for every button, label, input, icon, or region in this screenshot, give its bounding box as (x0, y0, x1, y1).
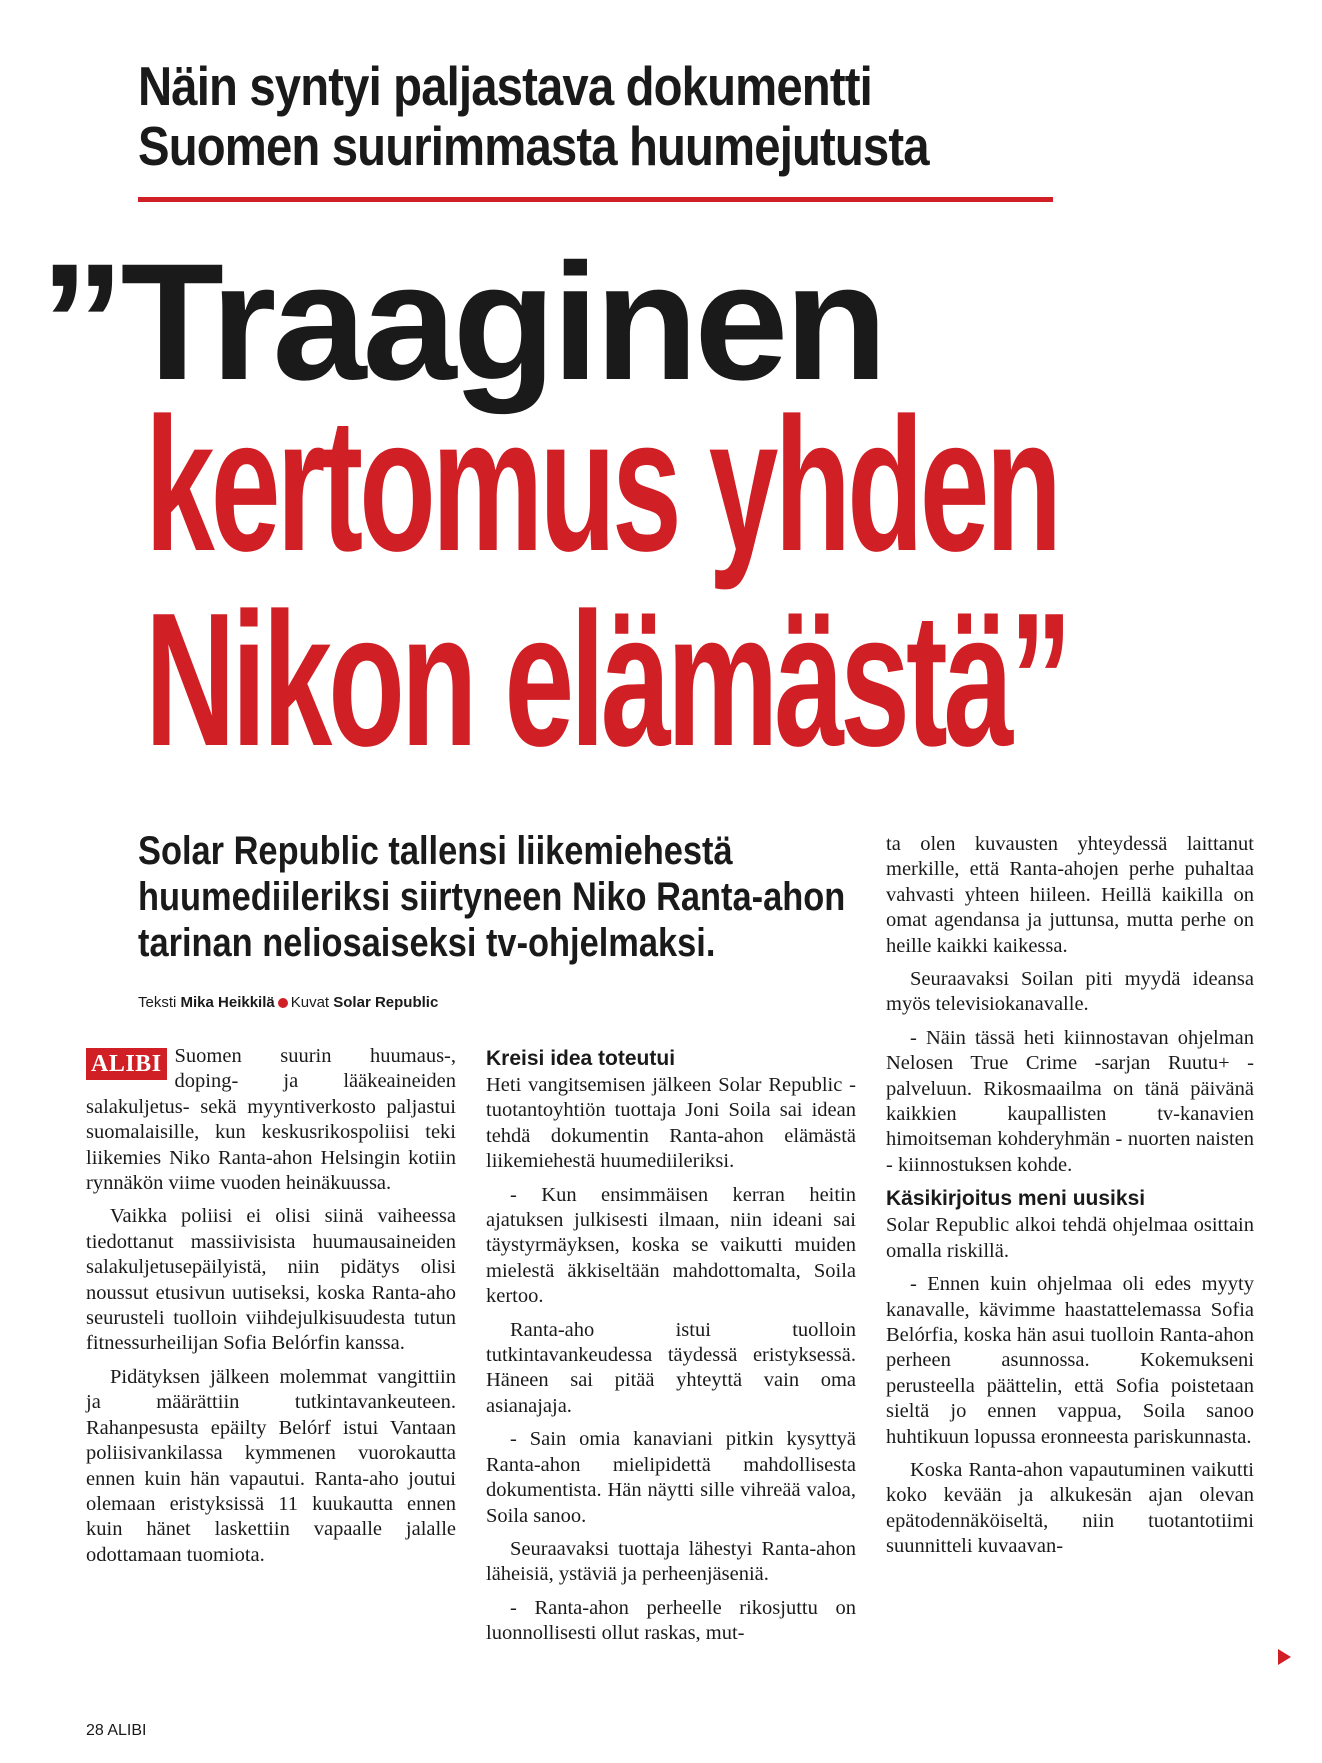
continue-arrow-icon (1278, 1649, 1291, 1665)
col3-paragraph-2: Seuraavaksi Soilan piti myydä ideansa myös televisiokanavalle. (886, 968, 1254, 1016)
col2-paragraph-5: Seuraavaksi tuottaja lähestyi Ranta-ahon läheisiä, ystäviä ja perheenjäseniä. (486, 1537, 856, 1586)
col2-paragraph-2: - Kun ensimmäisen kerran heitin ajatuksen julkisesti ilmaan, niin ideani sai täystyrmäyksen, koska se vaikutti muiden mielestä äkkiseltään mahdottomalta, Soila kertoo. (486, 1183, 856, 1308)
lead-paragraph (138, 828, 846, 966)
bullet-dot-icon (278, 998, 288, 1008)
headline-line-2: kertomus yhden (145, 379, 1059, 591)
lead-line-2: huumediileriksi siirtyneen Niko Ranta-ahon (138, 875, 846, 919)
photographer-name: Solar Republic (333, 994, 439, 1011)
lead-line-1: Solar Republic tallensi liikemiehestä (138, 829, 733, 873)
alibi-logo-badge: ALIBI (86, 1048, 167, 1080)
col2-paragraph-1: Heti vangitsemisen jälkeen Solar Republic -tuotantoyhtiön tuottaja Joni Soila sai idean tehdä dokumentin Ranta-ahon elämästä liikemiehestä huumediileriksi. (486, 1074, 856, 1173)
col3-paragraph-6: Koska Ranta-ahon vapautuminen vaikutti koko kevään ja alkukesän ajan olevan epätodennäköiseltä, niin tuotantotiimi suunnitteli kuvaavan- (886, 1458, 1254, 1558)
author-name: Mika Heikkilä (180, 994, 275, 1011)
headline-line-1: ”Traaginen (40, 230, 884, 415)
article-column-1 (86, 1044, 456, 1576)
text-label: Teksti (138, 994, 177, 1011)
col1-paragraph-2: Vaikka poliisi ei olisi siinä vaiheessa tiedottanut massiivisista huumausaineiden salakuljetusepäilyistä, niin pidätys olisi noussut etusivun uutiseksi, koska Ranta-aho seurusteli tuolloin viihdejulkisuudesta tutun fitnessurheilijan Sofia Belórfin kanssa. (86, 1205, 456, 1355)
lead-line-3: tarinan neliosaiseksi tv-ohjelmaksi. (138, 921, 716, 965)
red-divider (138, 197, 1053, 202)
byline (138, 994, 438, 1011)
headline-line-3: Nikon elämästä” (145, 574, 1069, 786)
col2-paragraph-3: Ranta-aho istui tuolloin tutkintavankeudessa täydessä eristyksessä. Häneen sai pitää yhteyttä vain oma asianajaja. (486, 1318, 856, 1417)
subheading-kasikirjoitus: Käsikirjoitus meni uusiksi (886, 1187, 1146, 1211)
article-column-2 (486, 1044, 856, 1655)
subheading-kreisi-idea: Kreisi idea toteutui (486, 1047, 676, 1070)
col1-paragraph-1: Suomen suurin huumaus-, doping- ja lääkeaineiden salakuljetus- sekä myyntiverkosto paljastui suomalaisille, kun keskusrikospoliisi teki liikemies Niko Ranta-ahon Helsingin kotiin rynnäkön viime vuoden heinäkuussa. (86, 1045, 456, 1195)
col3-paragraph-4: Solar Republic alkoi tehdä ohjelmaa osittain omalla riskillä. (886, 1214, 1254, 1262)
col1-paragraph-3: Pidätyksen jälkeen molemmat vangittiin ja määrättiin tutkintavankeuteen. Rahanpesusta epäilty Belórf istui Vantaan poliisivankilassa kymmenen vuorokautta ennen kuin hän vapautui. Ranta-aho joutui olemaan eristyksissä 11 kuukautta ennen kuin hänet laskettiin vapaalle jalalle odottamaan tuomiota. (86, 1365, 456, 1566)
col2-paragraph-4: - Sain omia kanaviani pitkin kysyttyä Ranta-ahon mielipidettä mahdollisesta dokumentista. Hän näytti sille vihreää valoa, Soila sanoo. (486, 1428, 856, 1527)
photo-label: Kuvat (290, 994, 330, 1011)
col3-paragraph-5: - Ennen kuin ohjelmaa oli edes myyty kanavalle, kävimme haastattelemassa Sofia Belórfia, koska hän asui tuolloin Ranta-ahon perheen asunnossa. Kokemukseni perusteella päättelin, että Sofia poistetaan sieltä jo ennen vappua, Soila sanoo huhtikuun lopussa eronneesta pariskunnasta. (886, 1273, 1254, 1448)
col3-paragraph-1: ta olen kuvausten yhteydessä laittanut merkille, että Ranta-ahojen perhe puhaltaa vahvasti yhteen hiileen. Heillä kaikilla on omat agendansa ja juttunsa, mutta perhe on heille kaikki kaikessa. (886, 833, 1254, 957)
article-column-3 (886, 832, 1254, 1568)
col3-paragraph-3: - Näin tässä heti kiinnostavan ohjelman Nelosen True Crime -sarjan Ruutu+ -palveluun. Rikosmaailma on tänä päivänä kaikkien kaupallisten tv-kanavien himoitseman kohderyhmän - nuorten naisten - kiinnostuksen kohde. (886, 1026, 1254, 1176)
kicker-heading (138, 56, 998, 176)
kicker-line-2: Suomen suurimmasta huumejutusta (138, 115, 929, 177)
kicker-line-1: Näin syntyi paljastava dokumentti (138, 55, 872, 117)
col2-paragraph-6: - Ranta-ahon perheelle rikosjuttu on luonnollisesti ollut raskas, mut- (486, 1596, 856, 1645)
page-number: 28 ALIBI (86, 1722, 147, 1739)
